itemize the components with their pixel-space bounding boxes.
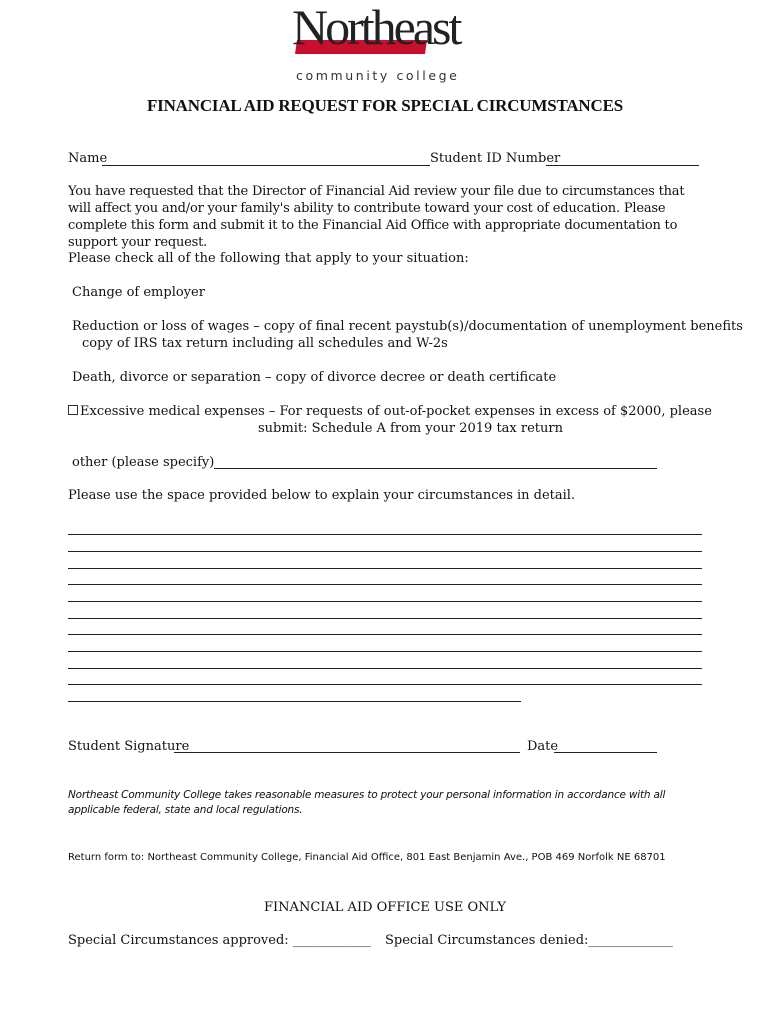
option-medical-expenses[interactable] <box>68 404 712 419</box>
form-title: FINANCIAL AID REQUEST FOR SPECIAL CIRCUMSTANCES <box>147 96 623 115</box>
office-use-heading: FINANCIAL AID OFFICE USE ONLY <box>264 900 506 915</box>
explain-instruction: Please use the space provided below to explain your circumstances in detail. <box>68 488 576 503</box>
signature-field[interactable] <box>174 752 520 753</box>
privacy-note: Northeast Community College takes reasonable measures to protect your personal information in accordance with all applicable federal, state and local regulations. <box>68 789 666 816</box>
option-detail: copy of IRS tax return including all schedules and W-2s <box>82 336 448 351</box>
explanation-line[interactable] <box>68 534 702 535</box>
explanation-line[interactable] <box>68 634 702 635</box>
explanation-line[interactable] <box>68 568 702 569</box>
explanation-line[interactable] <box>68 601 702 602</box>
option-label: Death, divorce or separation – copy of divorce decree or death certificate <box>72 370 557 385</box>
explanation-line[interactable] <box>68 584 702 585</box>
explanation-line[interactable] <box>68 651 702 652</box>
signature-label: Student Signature <box>68 739 190 754</box>
approved-field[interactable]: Special Circumstances approved: ____________ <box>68 933 371 948</box>
option-death-divorce[interactable] <box>68 370 556 385</box>
intro-paragraph: You have requested that the Director of Financial Aid review your file due to circumstances that will affect you and/or your family's ability to contribute toward your cost of education. Please complete this form and submit it to the Financial Aid Office with appropriate documentation to support your request. <box>68 184 685 250</box>
student-id-label: Student ID Number <box>430 151 561 166</box>
name-label: Name <box>68 151 108 166</box>
option-label: Change of employer <box>72 285 205 300</box>
logo-tagline: community college <box>296 68 460 83</box>
college-logo <box>292 0 482 83</box>
explanation-line[interactable] <box>68 684 702 685</box>
name-field[interactable] <box>102 165 430 166</box>
option-label: Reduction or loss of wages – copy of final recent paystub(s)/documentation of unemployment benefits <box>72 319 743 334</box>
explanation-line[interactable] <box>68 618 702 619</box>
date-field[interactable] <box>554 752 657 753</box>
explanation-line[interactable] <box>68 551 702 552</box>
explanation-line[interactable] <box>68 668 702 669</box>
date-label: Date <box>527 739 559 754</box>
other-label: other (please specify) <box>72 455 215 470</box>
return-address-note: Return form to: Northeast Community College, Financial Aid Office, 801 East Benjamin Ave., POB 469 Norfolk NE 68701 <box>68 852 666 863</box>
other-field[interactable] <box>214 468 657 469</box>
option-change-employer[interactable] <box>68 285 205 300</box>
instruction-text: Please check all of the following that apply to your situation: <box>68 251 469 266</box>
explanation-line[interactable] <box>68 701 521 702</box>
logo-wordmark: Northeast <box>292 0 460 55</box>
option-reduction-wages[interactable] <box>68 319 743 334</box>
option-detail: submit: Schedule A from your 2019 tax return <box>258 421 563 436</box>
denied-field[interactable]: Special Circumstances denied:_____________ <box>385 933 673 948</box>
student-id-field[interactable] <box>546 165 699 166</box>
checkbox-icon[interactable] <box>68 405 78 415</box>
option-label: Excessive medical expenses – For requests of out-of-pocket expenses in excess of $2000, please <box>80 404 712 419</box>
